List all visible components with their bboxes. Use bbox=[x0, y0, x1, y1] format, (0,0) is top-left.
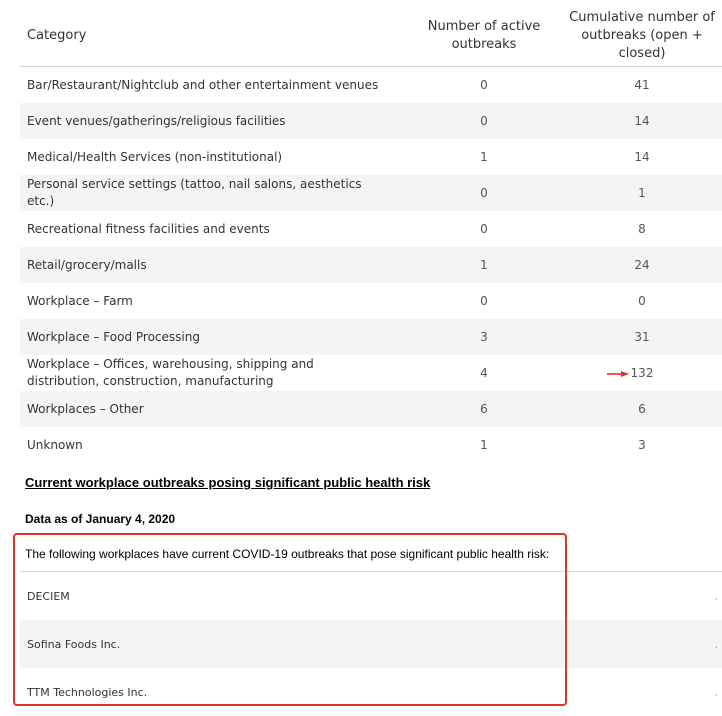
data-date: Data as of January 4, 2020 bbox=[25, 512, 176, 526]
table-row bbox=[20, 67, 722, 103]
row-cumulative: 14 bbox=[634, 114, 650, 128]
row-cumulative: 6 bbox=[638, 402, 646, 416]
row-cumulative: 0 bbox=[638, 294, 646, 308]
intro-text: The following workplaces have current COVID-19 outbreaks that pose significant public health risk: bbox=[25, 547, 550, 561]
table-row bbox=[20, 355, 722, 391]
row-cumulative: 31 bbox=[634, 330, 650, 344]
row-active: 4 bbox=[480, 366, 488, 380]
table-header bbox=[20, 0, 722, 67]
row-category: Event venues/gatherings/religious facilities bbox=[27, 113, 286, 128]
row-active: 0 bbox=[480, 186, 488, 200]
row-active: 1 bbox=[480, 150, 488, 164]
workplace-name: TTM Technologies Inc. bbox=[27, 685, 148, 699]
table-row bbox=[20, 247, 722, 283]
row-category: Workplace – Offices, warehousing, shipping and distribution, construction, manufacturing bbox=[27, 357, 314, 388]
row-cumulative: 41 bbox=[634, 78, 650, 92]
row-cumulative: 132 bbox=[630, 366, 654, 380]
row-active: 0 bbox=[480, 114, 488, 128]
row-category: Medical/Health Services (non-institutional) bbox=[27, 149, 283, 164]
row-active: 0 bbox=[480, 78, 488, 92]
row-mark: . bbox=[714, 688, 718, 699]
row-category: Recreational fitness facilities and events bbox=[27, 221, 270, 236]
row-active: 0 bbox=[480, 294, 488, 308]
header-active-outbreaks[interactable]: Number of active outbreaks bbox=[427, 19, 541, 52]
row-category: Workplace – Food Processing bbox=[27, 329, 200, 344]
row-category: Retail/grocery/malls bbox=[27, 257, 147, 272]
row-active: 3 bbox=[480, 330, 488, 344]
row-cumulative: 1 bbox=[638, 186, 646, 200]
row-active: 6 bbox=[480, 402, 488, 416]
row-cumulative: 24 bbox=[634, 258, 650, 272]
row-mark: . bbox=[714, 592, 718, 603]
row-mark: . bbox=[714, 640, 718, 651]
row-cumulative: 3 bbox=[638, 438, 646, 452]
highlight-box bbox=[13, 533, 567, 706]
table-row bbox=[20, 139, 722, 175]
table-row bbox=[20, 427, 722, 463]
row-active: 1 bbox=[480, 258, 488, 272]
row-category: Personal service settings (tattoo, nail salons, aesthetics etc.) bbox=[27, 177, 362, 208]
table-row bbox=[20, 103, 722, 139]
header-cumulative-outbreaks[interactable]: Cumulative number of outbreaks (open + closed) bbox=[569, 10, 715, 61]
table-row bbox=[20, 391, 722, 427]
workplace-name: Sofina Foods Inc. bbox=[27, 637, 121, 651]
row-cumulative: 8 bbox=[638, 222, 646, 236]
row-category: Bar/Restaurant/Nightclub and other entertainment venues bbox=[27, 77, 379, 92]
row-active: 1 bbox=[480, 438, 488, 452]
outbreaks-table bbox=[20, 0, 722, 463]
row-category: Unknown bbox=[27, 437, 83, 452]
section-title: Current workplace outbreaks posing significant public health risk bbox=[25, 475, 431, 490]
workplace-name: DECIEM bbox=[27, 589, 70, 603]
table-row bbox=[20, 211, 722, 247]
row-cumulative: 14 bbox=[634, 150, 650, 164]
table-row bbox=[20, 175, 722, 211]
row-category: Workplace – Farm bbox=[27, 293, 133, 308]
row-active: 0 bbox=[480, 222, 488, 236]
header-category[interactable]: Category bbox=[27, 28, 87, 43]
table-row bbox=[20, 319, 722, 355]
table-row bbox=[20, 283, 722, 319]
row-category: Workplaces – Other bbox=[27, 401, 144, 416]
